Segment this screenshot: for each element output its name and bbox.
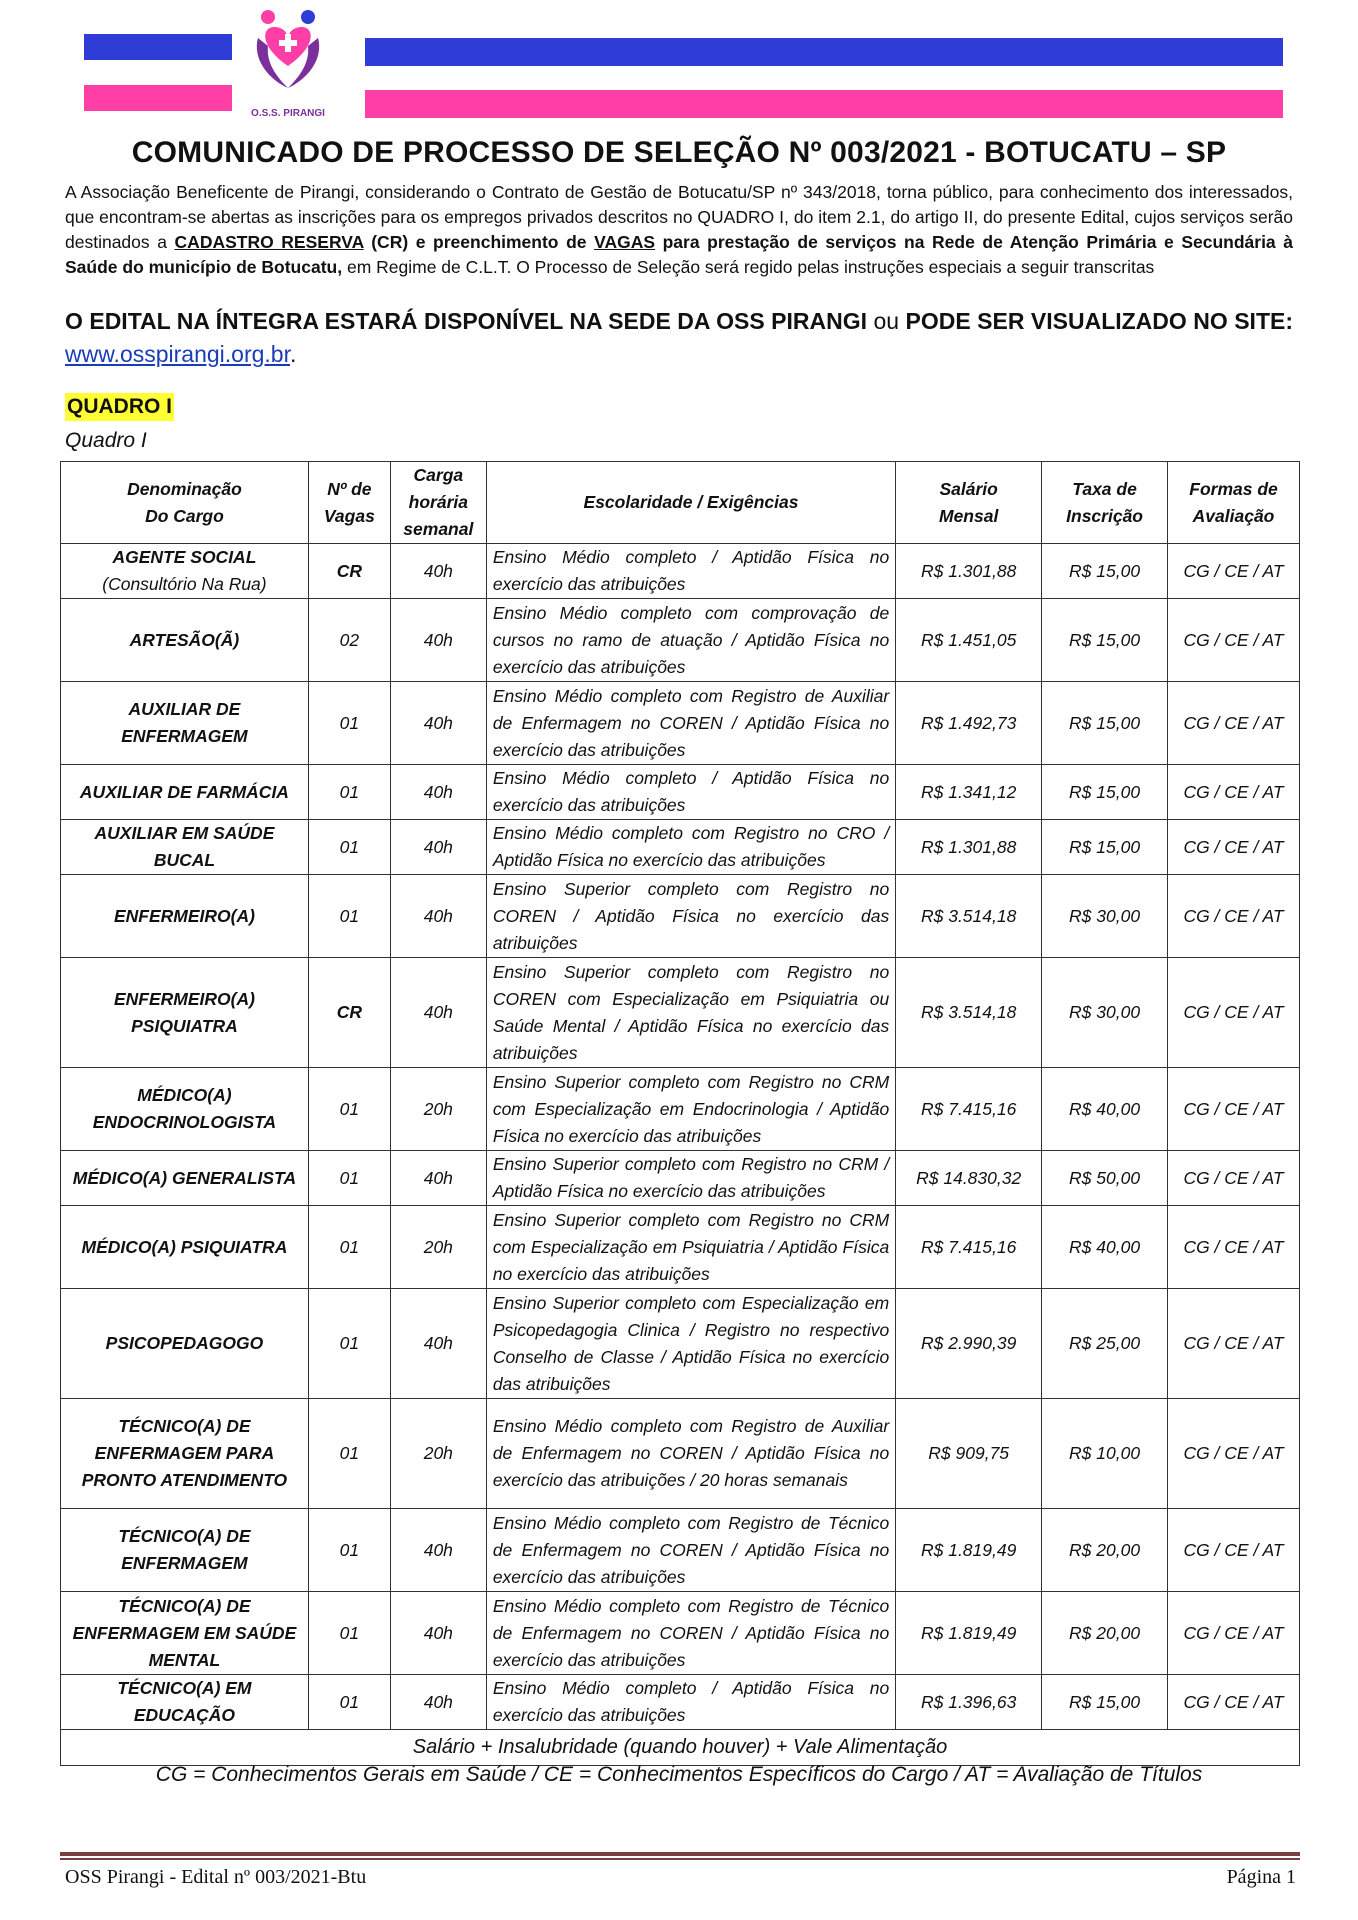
cargo-name: TÉCNICO(A) EM EDUCAÇÃO — [117, 1678, 252, 1725]
cell-vagas: 01 — [308, 1289, 390, 1399]
cell-vagas: 01 — [308, 682, 390, 765]
footer-rule-thin — [60, 1858, 1300, 1860]
cargo-name: ENFERMEIRO(A) — [113, 905, 255, 926]
table-row — [61, 875, 1300, 958]
header-cargo: Denominação Do Cargo — [61, 462, 309, 544]
logo-caption: O.S.S. PIRANGI — [251, 108, 325, 119]
cell-salario: R$ 909,75 — [896, 1399, 1042, 1509]
cell-cargo — [61, 1068, 309, 1151]
cell-salario: R$ 7.415,16 — [896, 1206, 1042, 1289]
cell-salario: R$ 1.396,63 — [896, 1675, 1042, 1730]
cell-formas: CG / CE / AT — [1168, 1509, 1300, 1592]
cell-carga: 20h — [390, 1206, 486, 1289]
intro-cadastro-reserva: CADASTRO RESERVA — [174, 232, 364, 252]
cell-formas: CG / CE / AT — [1168, 1151, 1300, 1206]
cargo-name: MÉDICO(A) GENERALISTA — [72, 1167, 297, 1188]
cell-req: Ensino Médio completo / Aptidão Física no exercício das atribuições — [486, 1675, 895, 1730]
cell-vagas: 01 — [308, 1151, 390, 1206]
cell-cargo — [61, 544, 309, 599]
cell-cargo — [61, 1675, 309, 1730]
cell-salario: R$ 1.492,73 — [896, 682, 1042, 765]
cell-req: Ensino Médio completo / Aptidão Física no exercício das atribuições — [486, 544, 895, 599]
site-line — [65, 337, 296, 371]
cell-taxa: R$ 50,00 — [1042, 1151, 1168, 1206]
cell-salario: R$ 1.301,88 — [896, 820, 1042, 875]
cell-vagas: 01 — [308, 765, 390, 820]
cell-vagas: 02 — [308, 599, 390, 682]
cargo-name: TÉCNICO(A) DE ENFERMAGEM — [118, 1526, 251, 1573]
cargo-subtitle: (Consultório Na Rua) — [102, 574, 267, 594]
cell-carga: 40h — [390, 682, 486, 765]
header-carga: Carga horária semanal — [390, 462, 486, 544]
cell-req: Ensino Médio completo com Registro no CRO / Aptidão Física no exercício das atribuições — [486, 820, 895, 875]
cell-formas: CG / CE / AT — [1168, 1206, 1300, 1289]
cell-cargo — [61, 958, 309, 1068]
cell-vagas: 01 — [308, 820, 390, 875]
table-row — [61, 682, 1300, 765]
cargo-name: PSICOPEDAGOGO — [105, 1333, 264, 1353]
evaluation-legend: CG = Conhecimentos Gerais em Saúde / CE = Conhecimentos Específicos do Cargo / AT = Avaliação de Títulos — [155, 1763, 1203, 1786]
header-formas: Formas de Avaliação — [1168, 462, 1300, 544]
cargo-name: MÉDICO(A) ENDOCRINOLOGISTA — [92, 1085, 277, 1132]
cell-vagas: CR — [308, 544, 390, 599]
intro-text-3: para prestação de serviços na Rede de Atenção Primária e Secundária à Saúde do município de Botucatu, — [65, 232, 1293, 277]
cell-taxa: R$ 15,00 — [1042, 820, 1168, 875]
table-row — [61, 1399, 1300, 1509]
cell-salario: R$ 1.341,12 — [896, 765, 1042, 820]
cell-taxa: R$ 15,00 — [1042, 765, 1168, 820]
cell-salario: R$ 1.819,49 — [896, 1592, 1042, 1675]
notice-text-2: PODE SER VISUALIZADO NO SITE: — [905, 308, 1293, 334]
table-row — [61, 599, 1300, 682]
cell-carga: 40h — [390, 1289, 486, 1399]
header-bar-blue-right — [365, 38, 1283, 66]
table-row — [61, 1289, 1300, 1399]
table-row — [61, 1592, 1300, 1675]
cell-carga: 40h — [390, 544, 486, 599]
cargo-name: MÉDICO(A) PSIQUIATRA — [81, 1236, 288, 1257]
cell-carga: 20h — [390, 1399, 486, 1509]
cargo-name: ARTESÃO(Ã) — [129, 629, 240, 650]
table-header-row — [61, 462, 1300, 544]
cell-taxa: R$ 15,00 — [1042, 544, 1168, 599]
footer-document-id: OSS Pirangi - Edital nº 003/2021-Btu — [65, 1866, 367, 1888]
cell-carga: 40h — [390, 958, 486, 1068]
cell-cargo — [61, 875, 309, 958]
cell-cargo — [61, 1592, 309, 1675]
cell-formas: CG / CE / AT — [1168, 682, 1300, 765]
cell-req: Ensino Médio completo com Registro de Técnico de Enfermagem no COREN / Aptidão Física no exercício das atribuições — [486, 1509, 895, 1592]
cell-salario: R$ 3.514,18 — [896, 875, 1042, 958]
intro-text-4: em Regime de C.L.T. O Processo de Seleção será regido pelas instruções especiais a seguir transcritas — [342, 257, 1155, 277]
cell-carga: 40h — [390, 820, 486, 875]
cell-req: Ensino Superior completo com Registro no CRM / Aptidão Física no exercício das atribuições — [486, 1151, 895, 1206]
cargo-name: AGENTE SOCIAL — [112, 547, 257, 567]
quadro-caption: Quadro I — [65, 429, 147, 452]
cell-formas: CG / CE / AT — [1168, 1592, 1300, 1675]
cell-req: Ensino Médio completo / Aptidão Física no exercício das atribuições — [486, 765, 895, 820]
table-footer-row — [61, 1730, 1300, 1766]
footer-page-number: Página 1 — [1226, 1866, 1296, 1888]
header-vagas: Nº de Vagas — [308, 462, 390, 544]
cell-salario: R$ 3.514,18 — [896, 958, 1042, 1068]
header-bar-pink-left — [84, 85, 232, 111]
cell-cargo — [61, 1509, 309, 1592]
cell-req: Ensino Superior completo com Registro no COREN com Especialização em Psiquiatria ou Saúde Mental / Aptidão Física no exercício das atribuições — [486, 958, 895, 1068]
cell-carga: 40h — [390, 1675, 486, 1730]
cargo-name: TÉCNICO(A) DE ENFERMAGEM EM SAÚDE MENTAL — [72, 1595, 297, 1670]
table-row — [61, 765, 1300, 820]
cell-formas: CG / CE / AT — [1168, 544, 1300, 599]
header-escolaridade: Escolaridade / Exigências — [486, 462, 895, 544]
cell-vagas: 01 — [308, 1675, 390, 1730]
table-row — [61, 1206, 1300, 1289]
cell-salario: R$ 2.990,39 — [896, 1289, 1042, 1399]
cell-taxa: R$ 25,00 — [1042, 1289, 1168, 1399]
cell-salario: R$ 1.819,49 — [896, 1509, 1042, 1592]
cargo-name: AUXILIAR EM SAÚDE BUCAL — [94, 823, 275, 870]
cell-formas: CG / CE / AT — [1168, 1289, 1300, 1399]
cell-req: Ensino Superior completo com Registro no CRM com Especialização em Endocrinologia / Aptidão Física no exercício das atribuições — [486, 1068, 895, 1151]
cell-req: Ensino Médio completo com Registro de Técnico de Enfermagem no COREN / Aptidão Física no exercício das atribuições — [486, 1592, 895, 1675]
edital-notice — [65, 304, 1293, 338]
cell-formas: CG / CE / AT — [1168, 765, 1300, 820]
cell-formas: CG / CE / AT — [1168, 599, 1300, 682]
cell-carga: 40h — [390, 1509, 486, 1592]
cell-req: Ensino Superior completo com Especialização em Psicopedagogia Clinica / Registro no respectivo Conselho de Classe / Aptidão Física no exercício das atribuições — [486, 1289, 895, 1399]
cell-formas: CG / CE / AT — [1168, 958, 1300, 1068]
cell-cargo — [61, 1399, 309, 1509]
oss-pirangi-logo — [248, 8, 328, 126]
cell-req: Ensino Médio completo com comprovação de cursos no ramo de atuação / Aptidão Física no exercício das atribuições — [486, 599, 895, 682]
cell-cargo — [61, 599, 309, 682]
header-taxa: Taxa de Inscrição — [1042, 462, 1168, 544]
site-link[interactable]: www.osspirangi.org.br — [65, 341, 290, 367]
notice-ou: ou — [866, 308, 906, 334]
cell-req: Ensino Superior completo com Registro no COREN / Aptidão Física no exercício das atribuições — [486, 875, 895, 958]
cell-vagas: 01 — [308, 1592, 390, 1675]
cell-taxa: R$ 15,00 — [1042, 1675, 1168, 1730]
cell-formas: CG / CE / AT — [1168, 1399, 1300, 1509]
intro-paragraph — [65, 180, 1293, 280]
cell-vagas: CR — [308, 958, 390, 1068]
cell-vagas: 01 — [308, 1068, 390, 1151]
cell-taxa: R$ 20,00 — [1042, 1509, 1168, 1592]
cell-salario: R$ 1.451,05 — [896, 599, 1042, 682]
table-footer-note: Salário + Insalubridade (quando houver) + Vale Alimentação — [61, 1730, 1300, 1766]
cell-cargo — [61, 1289, 309, 1399]
cell-taxa: R$ 10,00 — [1042, 1399, 1168, 1509]
cell-formas: CG / CE / AT — [1168, 875, 1300, 958]
table-row — [61, 958, 1300, 1068]
cargo-name: AUXILIAR DE ENFERMAGEM — [121, 699, 248, 746]
cell-taxa: R$ 15,00 — [1042, 682, 1168, 765]
cell-cargo — [61, 765, 309, 820]
cell-carga: 40h — [390, 599, 486, 682]
cell-req: Ensino Médio completo com Registro de Auxiliar de Enfermagem no COREN / Aptidão Física no exercício das atribuições / 20 horas semanais — [486, 1399, 895, 1509]
cell-carga: 40h — [390, 765, 486, 820]
intro-vagas: VAGAS — [594, 232, 656, 252]
table-row — [61, 1675, 1300, 1730]
positions-table — [60, 461, 1300, 1766]
cell-taxa: R$ 40,00 — [1042, 1068, 1168, 1151]
cell-cargo — [61, 1206, 309, 1289]
cell-req: Ensino Médio completo com Registro de Auxiliar de Enfermagem no COREN / Aptidão Física no exercício das atribuições — [486, 682, 895, 765]
cell-formas: CG / CE / AT — [1168, 820, 1300, 875]
cell-vagas: 01 — [308, 1509, 390, 1592]
cell-carga: 40h — [390, 1151, 486, 1206]
cell-taxa: R$ 20,00 — [1042, 1592, 1168, 1675]
intro-text-1: A Associação Beneficente de Pirangi, considerando o Contrato de Gestão de Botucatu/SP nº 343/2018, torna público, para conhecimento dos interessados, que encontram-se abertas as inscrições para os empregos privados descritos no QUADRO I, do item 2.1, do artigo II, do presente Edital, cujos serviços serão destinados a — [65, 182, 1293, 252]
table-row — [61, 1151, 1300, 1206]
page-title: COMUNICADO DE PROCESSO DE SELEÇÃO Nº 003/2021 - BOTUCATU – SP — [131, 136, 1227, 169]
cell-carga: 40h — [390, 1592, 486, 1675]
cell-req: Ensino Superior completo com Registro no CRM com Especialização em Psiquiatria / Aptidão Física no exercício das atribuições — [486, 1206, 895, 1289]
cell-taxa: R$ 30,00 — [1042, 958, 1168, 1068]
header-bar-blue-left — [84, 34, 232, 60]
cell-vagas: 01 — [308, 1399, 390, 1509]
header-salario: Salário Mensal — [896, 462, 1042, 544]
cell-salario: R$ 1.301,88 — [896, 544, 1042, 599]
cell-cargo — [61, 820, 309, 875]
table-row — [61, 544, 1300, 599]
cell-cargo — [61, 1151, 309, 1206]
cargo-name: ENFERMEIRO(A) PSIQUIATRA — [113, 988, 255, 1036]
cell-cargo — [61, 682, 309, 765]
cell-salario: R$ 14.830,32 — [896, 1151, 1042, 1206]
table-row — [61, 1509, 1300, 1592]
cell-salario: R$ 7.415,16 — [896, 1068, 1042, 1151]
cell-carga: 20h — [390, 1068, 486, 1151]
quadro-heading: QUADRO I — [65, 393, 174, 421]
header-bar-pink-right — [365, 90, 1283, 118]
footer-rule — [60, 1852, 1300, 1856]
cell-vagas: 01 — [308, 875, 390, 958]
cell-taxa: R$ 15,00 — [1042, 599, 1168, 682]
cell-taxa: R$ 40,00 — [1042, 1206, 1168, 1289]
cargo-name: AUXILIAR DE FARMÁCIA — [79, 781, 289, 802]
cell-carga: 40h — [390, 875, 486, 958]
cell-taxa: R$ 30,00 — [1042, 875, 1168, 958]
cargo-name: TÉCNICO(A) DE ENFERMAGEM PARA PRONTO ATENDIMENTO — [81, 1416, 288, 1490]
intro-text-2: (CR) e preenchimento de — [363, 232, 595, 252]
notice-text-1: O EDITAL NA ÍNTEGRA ESTARÁ DISPONÍVEL NA SEDE DA OSS PIRANGI — [65, 308, 867, 334]
table-row — [61, 820, 1300, 875]
site-period: . — [290, 341, 297, 367]
cell-vagas: 01 — [308, 1206, 390, 1289]
table-row — [61, 1068, 1300, 1151]
cell-formas: CG / CE / AT — [1168, 1675, 1300, 1730]
cell-formas: CG / CE / AT — [1168, 1068, 1300, 1151]
